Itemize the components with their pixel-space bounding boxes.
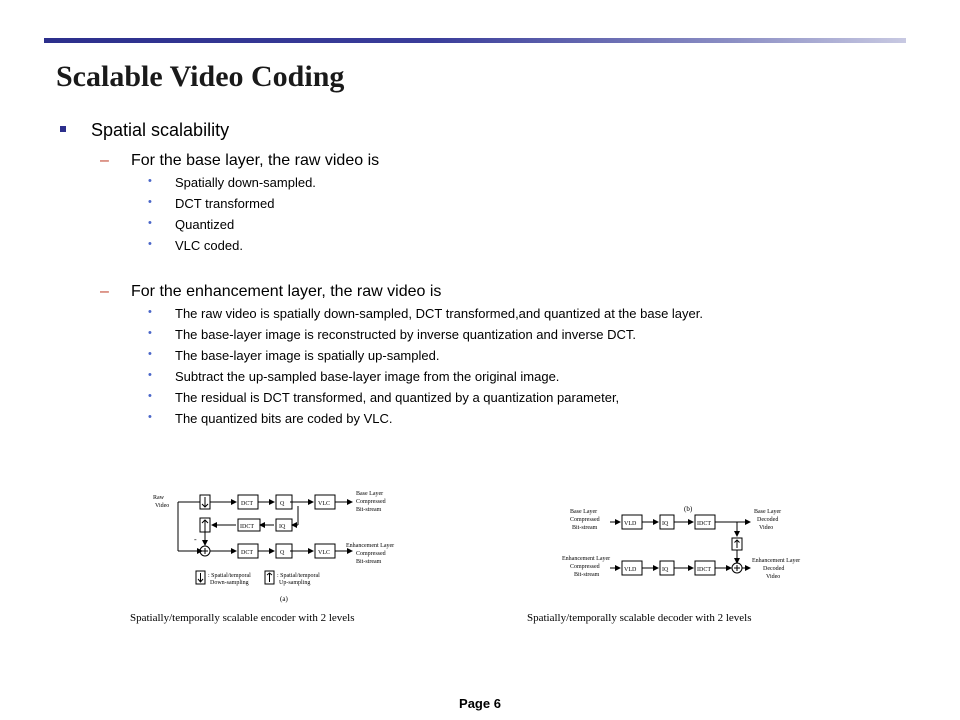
dec-in-enh-1: Enhancement Layer bbox=[562, 556, 611, 562]
enc-vlc2-label: VLC bbox=[318, 550, 330, 556]
dec-out-base-3: Video bbox=[759, 525, 774, 531]
encoder-diagram bbox=[150, 485, 410, 605]
dec-vld2-label: VLD bbox=[624, 567, 637, 573]
dec-in-enh-3: Bit-stream bbox=[574, 572, 600, 578]
dot-bullet-icon: • bbox=[148, 217, 152, 229]
enc-out-enh-3: Bit-stream bbox=[356, 559, 382, 565]
dot-bullet-icon: • bbox=[148, 238, 152, 250]
dash-bullet-icon: – bbox=[100, 152, 109, 169]
base-layer-heading-text: For the base layer, the raw video is bbox=[131, 152, 380, 169]
enh-item-text: The base-layer image is reconstructed by inverse quantization and inverse DCT. bbox=[175, 327, 637, 342]
title-rule bbox=[44, 38, 906, 43]
bullet-text: Spatial scalability bbox=[91, 120, 230, 140]
dec-in-base-1: Base Layer bbox=[570, 509, 598, 515]
dot-bullet-icon: • bbox=[148, 348, 152, 360]
dec-iq-label: IQ bbox=[662, 521, 669, 527]
decoder-diagram bbox=[560, 500, 820, 600]
enc-iq-label: IQ bbox=[279, 524, 286, 530]
enc-legend-down-2: Down-sampling bbox=[210, 580, 249, 586]
enc-legend-up-1: : Spatial/temporal bbox=[277, 573, 320, 579]
dec-idct-label: IDCT bbox=[697, 521, 711, 527]
encoder-caption: Spatially/temporally scalable encoder with 2 levels bbox=[130, 612, 355, 624]
enc-out-base-2: Compressed bbox=[356, 499, 386, 505]
dec-out-base-2: Decoded bbox=[757, 517, 779, 523]
enh-item-text: The base-layer image is spatially up-sampled. bbox=[175, 348, 440, 363]
enc-legend-down-1: : Spatial/temporal bbox=[208, 573, 251, 579]
enc-vlc-label: VLC bbox=[318, 501, 330, 507]
enc-q2-label: Q bbox=[280, 550, 285, 556]
dec-in-base-2: Compressed bbox=[570, 517, 600, 523]
enc-raw-label-1: Raw bbox=[153, 495, 164, 501]
dot-bullet-icon: • bbox=[148, 390, 152, 402]
base-item-text: DCT transformed bbox=[175, 196, 275, 211]
dot-bullet-icon: • bbox=[148, 196, 152, 208]
base-item-text: Spatially down-sampled. bbox=[175, 175, 316, 190]
enc-q-label: Q bbox=[280, 501, 285, 507]
dot-bullet-icon: • bbox=[148, 306, 152, 318]
enh-item-text: The residual is DCT transformed, and quantized by a quantization parameter, bbox=[175, 390, 620, 405]
slide-title: Scalable Video Coding bbox=[56, 60, 345, 93]
dot-bullet-icon: • bbox=[148, 411, 152, 423]
base-item-text: Quantized bbox=[175, 217, 235, 232]
enc-legend-up-2: Up-sampling bbox=[279, 580, 311, 586]
dec-iq2-label: IQ bbox=[662, 567, 669, 573]
dec-out-base-1: Base Layer bbox=[754, 509, 782, 515]
dec-out-enh-2: Decoded bbox=[763, 566, 785, 572]
enh-item-text: The raw video is spatially down-sampled, DCT transformed,and quantized at the base layer. bbox=[175, 306, 703, 321]
enhancement-layer-heading-text: For the enhancement layer, the raw video is bbox=[131, 283, 442, 300]
enc-dct-label: DCT bbox=[241, 501, 253, 507]
enc-dct2-label: DCT bbox=[241, 550, 253, 556]
page-number: Page 6 bbox=[459, 696, 501, 711]
enc-raw-label-2: Video bbox=[155, 503, 170, 509]
dash-bullet-icon: – bbox=[100, 283, 109, 300]
enc-figure-label: (a) bbox=[280, 595, 288, 603]
enh-item-text: Subtract the up-sampled base-layer image from the original image. bbox=[175, 369, 560, 384]
dec-in-enh-2: Compressed bbox=[570, 564, 600, 570]
enc-out-base-1: Base Layer bbox=[356, 491, 384, 497]
enc-out-enh-1: Enhancement Layer bbox=[346, 543, 395, 549]
dec-out-enh-3: Video bbox=[766, 574, 781, 580]
base-item-text: VLC coded. bbox=[175, 238, 243, 253]
dot-bullet-icon: • bbox=[148, 369, 152, 381]
dec-in-base-3: Bit-stream bbox=[572, 525, 598, 531]
enc-out-enh-2: Compressed bbox=[356, 551, 386, 557]
dec-vld-label: VLD bbox=[624, 521, 637, 527]
enh-item-text: The quantized bits are coded by VLC. bbox=[175, 411, 393, 426]
enc-minus-sign: - bbox=[194, 535, 197, 544]
dec-out-enh-1: Enhancement Layer bbox=[752, 558, 801, 564]
decoder-caption: Spatially/temporally scalable decoder with 2 levels bbox=[527, 612, 752, 624]
square-bullet-icon bbox=[60, 126, 66, 132]
dec-figure-label: (b) bbox=[684, 505, 693, 513]
dot-bullet-icon: • bbox=[148, 175, 152, 187]
enc-out-base-3: Bit-stream bbox=[356, 507, 382, 513]
dot-bullet-icon: • bbox=[148, 327, 152, 339]
enc-idct-label: IDCT bbox=[240, 524, 254, 530]
dec-idct2-label: IDCT bbox=[697, 567, 711, 573]
